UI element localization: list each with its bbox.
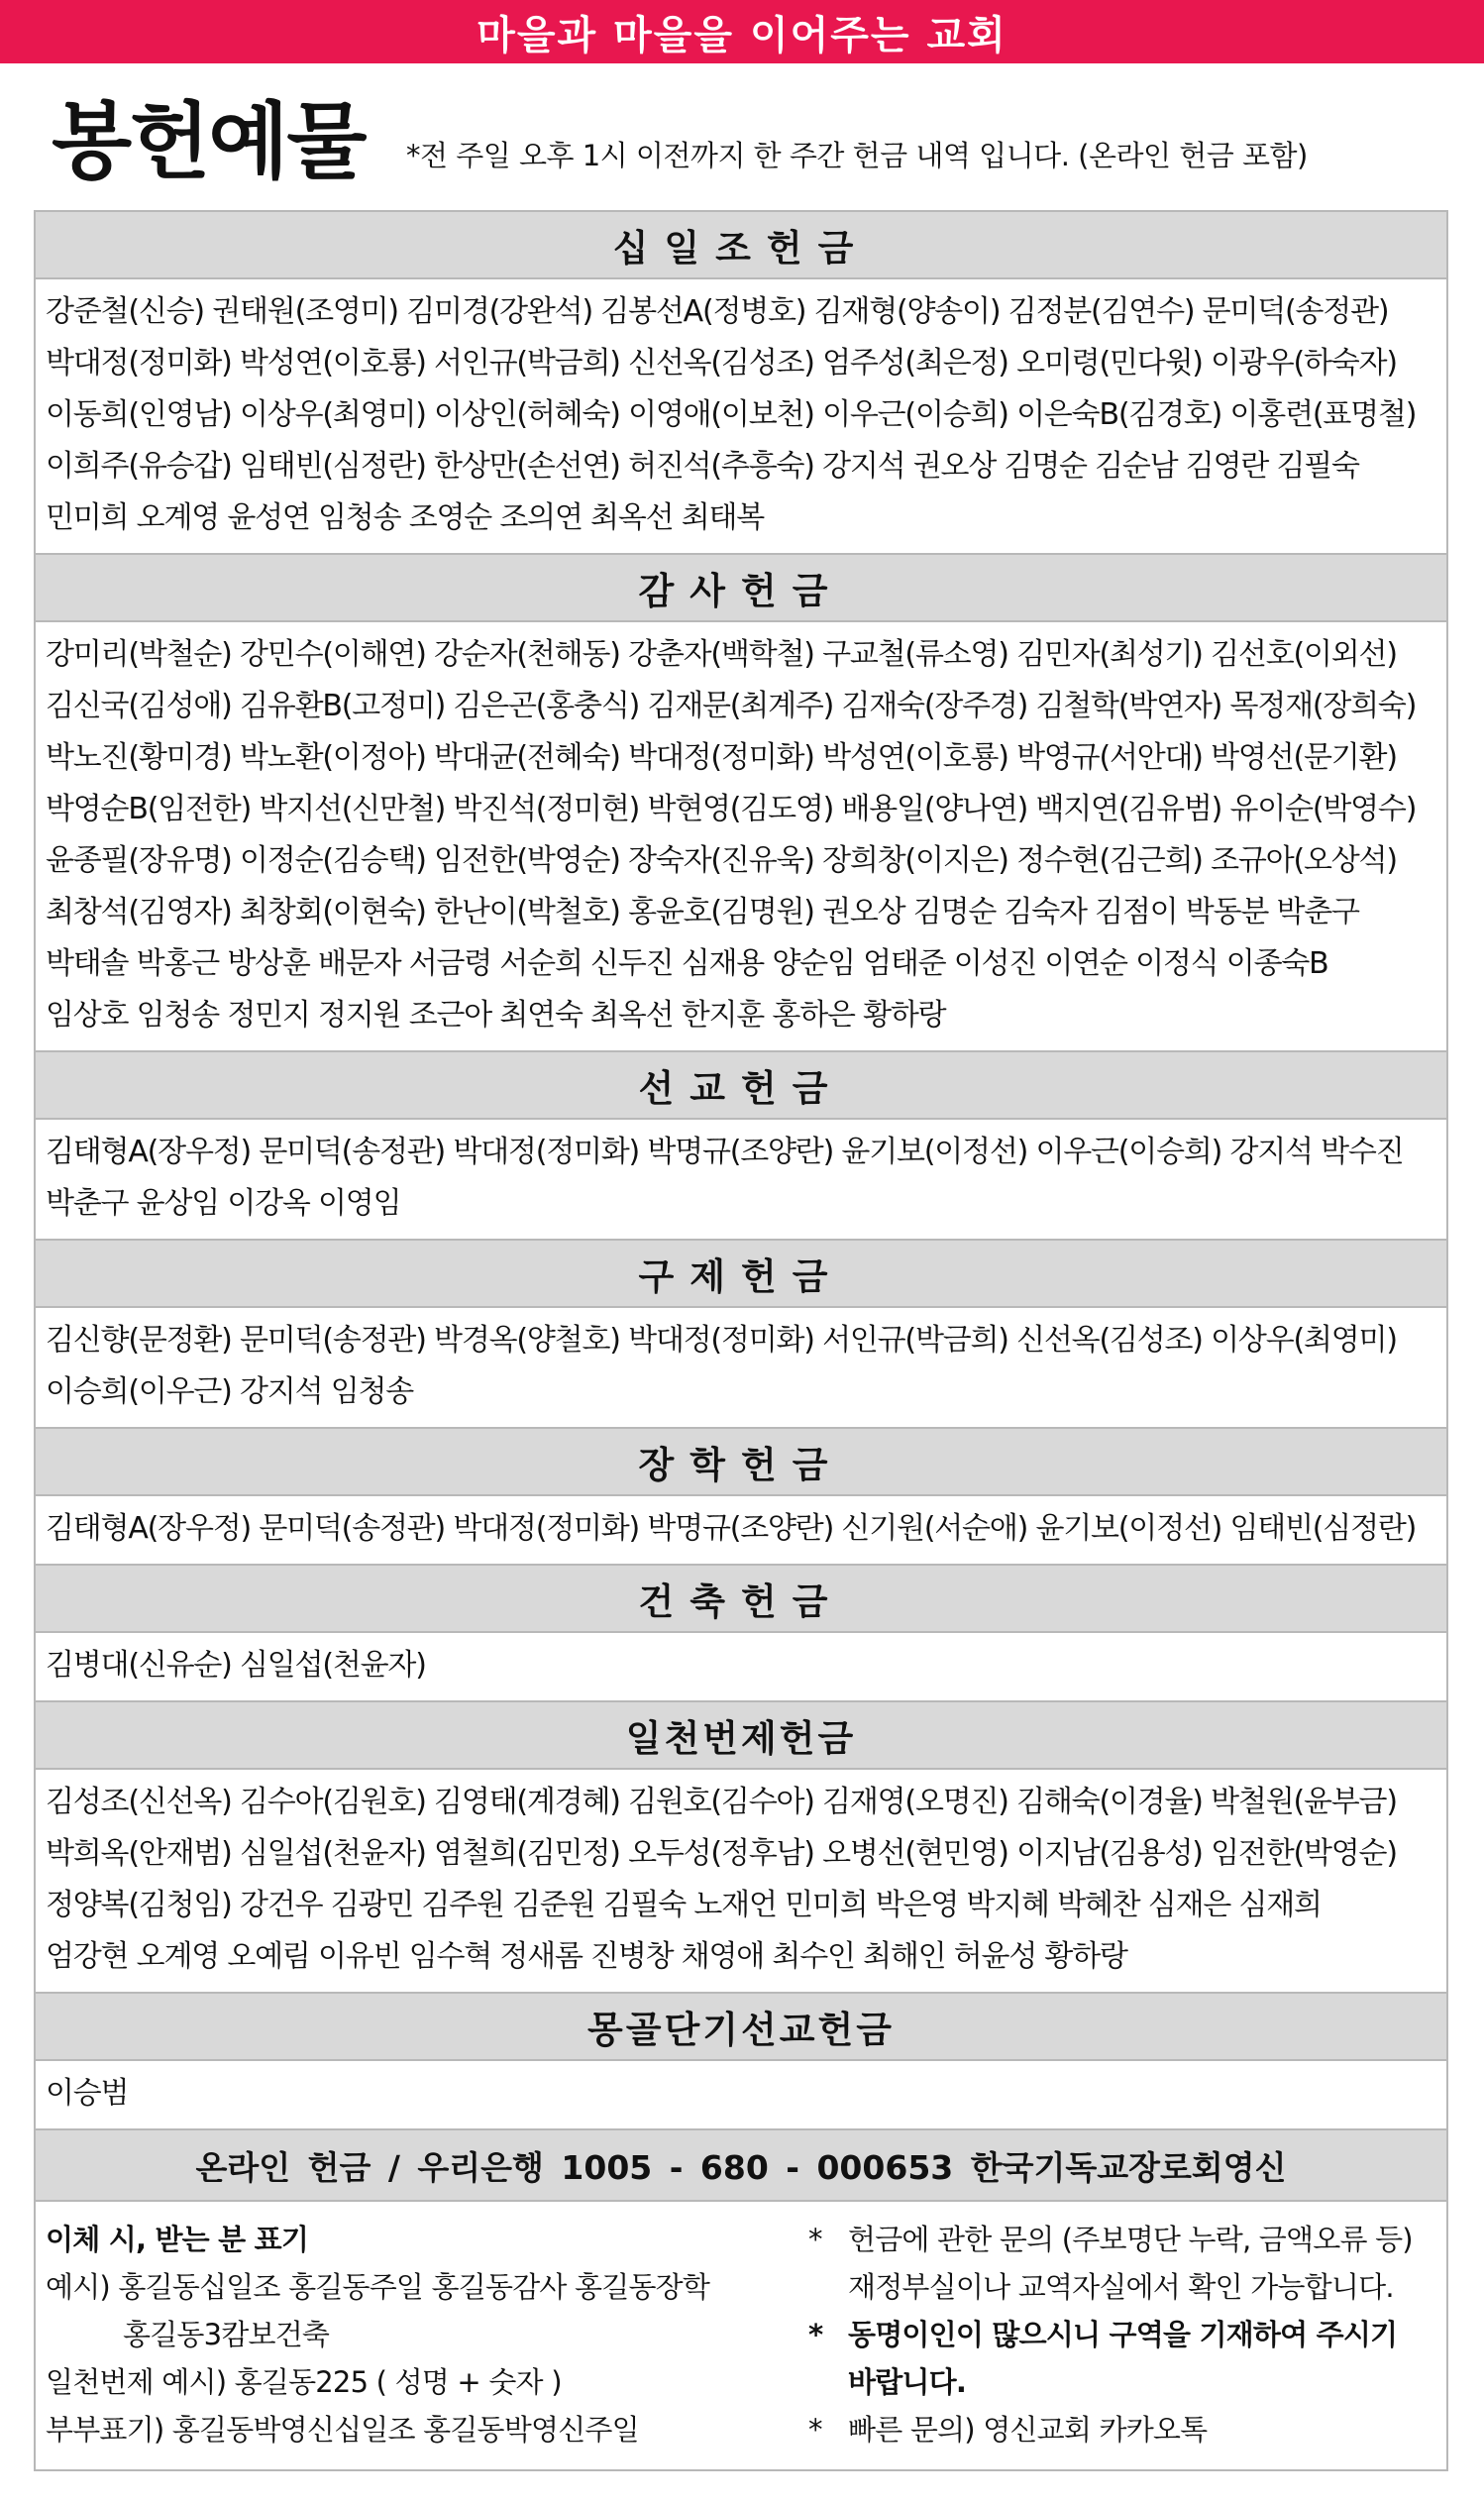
- section-heading: 몽골단기선교헌금: [36, 1994, 1446, 2061]
- page-title: 봉헌예물: [52, 93, 366, 190]
- transfer-example-2: 일천번제 예시) 홍길동225 ( 성명 + 숫자 ): [46, 2365, 562, 2399]
- inquiry-note-2-text: 동명이인이 많으시니 구역을 기재하여 주시기: [848, 2318, 1398, 2351]
- online-account-bar: 온라인 헌금 / 우리은행 1005 - 680 - 000653 한국기독교장로회영신: [36, 2130, 1446, 2202]
- transfer-notes: [36, 2202, 1446, 2469]
- donor-line: 이희주(유승갑) 임태빈(심정란) 한상만(손선연) 허진석(추흥숙) 강지석 권오상 김명순 김순남 김영란 김필숙: [46, 449, 1359, 484]
- section-donor-list: [36, 1308, 1446, 1429]
- page-note: *전 주일 오후 1시 이전까지 한 주간 헌금 내역 입니다. (온라인 헌금 포함): [406, 139, 1308, 172]
- section-donor-list: [36, 2061, 1446, 2130]
- donor-line: 김신향(문정환) 문미덕(송정관) 박경옥(양철호) 박대정(정미화) 서인규(박금희) 신선옥(김성조) 이상우(최영미): [46, 1323, 1397, 1358]
- section-heading: 구제헌금: [36, 1241, 1446, 1308]
- section-heading: 선교헌금: [36, 1052, 1446, 1120]
- donor-line: 임상호 임청송 정민지 정지원 조근아 최연숙 최옥선 한지훈 홍하은 황하랑: [46, 998, 946, 1033]
- inquiry-note-2-cont: [808, 2358, 1436, 2406]
- donor-line: 박노진(황미경) 박노환(이정아) 박대균(전혜숙) 박대정(정미화) 박성연(이호룡) 박영규(서안대) 박영선(문기환): [46, 740, 1397, 775]
- section-heading: 감사헌금: [36, 555, 1446, 622]
- top-banner: 마을과 마을을 이어주는 교회: [0, 0, 1484, 63]
- inquiry-notes: [808, 2216, 1436, 2453]
- donor-line: 김태형A(장우정) 문미덕(송정관) 박대정(정미화) 박명규(조양란) 윤기보(이정선) 이우근(이승희) 강지석 박수진: [46, 1135, 1404, 1169]
- section-heading: 건축헌금: [36, 1566, 1446, 1633]
- donor-line: 김신국(김성애) 김유환B(고정미) 김은곤(홍충식) 김재문(최계주) 김재숙(장주경) 김철학(박연자) 목정재(장희숙): [46, 689, 1417, 723]
- asterisk: *: [808, 2223, 822, 2256]
- section-donor-list: [36, 279, 1446, 555]
- inquiry-note-3-text: 빠른 문의) 영신교회 카카오톡: [848, 2413, 1208, 2447]
- donor-line: 최창석(김영자) 최창회(이현숙) 한난이(박철호) 홍윤호(김명원) 권오상 김명순 김숙자 김점이 박동분 박춘구: [46, 895, 1359, 929]
- section-donor-list: [36, 622, 1446, 1052]
- section-heading: 십일조헌금: [36, 212, 1446, 279]
- donor-line: 민미희 오계영 윤성연 임청송 조영순 조의연 최옥선 최태복: [46, 500, 765, 535]
- asterisk: *: [808, 2413, 822, 2447]
- donor-line: 이승범: [46, 2076, 129, 2111]
- inquiry-note-2-text-cont: 바랍니다.: [848, 2365, 967, 2399]
- transfer-guide: [46, 2216, 808, 2453]
- donor-line: 이승희(이우근) 강지석 임청송: [46, 1374, 414, 1409]
- transfer-example-1-cont: 홍길동3캄보건축: [123, 2318, 330, 2351]
- section-donor-list: [36, 1496, 1446, 1566]
- donor-line: 강미리(박철순) 강민수(이해연) 강순자(천해동) 강춘자(백학철) 구교철(류소영) 김민자(최성기) 김선호(이외선): [46, 637, 1397, 672]
- inquiry-note-1-cont: [808, 2263, 1436, 2311]
- donor-line: 윤종필(장유명) 이정순(김승택) 임전한(박영순) 장숙자(진유욱) 장희창(이지은) 정수현(김근희) 조규아(오상석): [46, 843, 1397, 878]
- donor-line: 박대정(정미화) 박성연(이호룡) 서인규(박금희) 신선옥(김성조) 엄주성(최은정) 오미령(민다윗) 이광우(하숙자): [46, 346, 1397, 381]
- section-donor-list: [36, 1120, 1446, 1241]
- donor-line: 박희옥(안재범) 심일섭(천윤자) 염철희(김민정) 오두성(정후남) 오병선(현민영) 이지남(김용성) 임전한(박영순): [46, 1836, 1397, 1871]
- inquiry-note-3: [808, 2406, 1436, 2453]
- section-donor-list: [36, 1770, 1446, 1994]
- inquiry-note-2: [808, 2311, 1436, 2358]
- section-heading: 장학헌금: [36, 1429, 1446, 1496]
- donor-line: 정양복(김청임) 강건우 김광민 김주원 김준원 김필숙 노재언 민미희 박은영 박지혜 박혜찬 심재은 심재희: [46, 1888, 1322, 1922]
- donor-line: 박춘구 윤상임 이강옥 이영임: [46, 1186, 401, 1221]
- section-donor-list: [36, 1633, 1446, 1702]
- transfer-example-3: 부부표기) 홍길동박영신십일조 홍길동박영신주일: [46, 2413, 639, 2447]
- donor-line: 엄강현 오계영 오예림 이유빈 임수혁 정새롬 진병창 채영애 최수인 최해인 허윤성 황하랑: [46, 1939, 1127, 1974]
- donor-line: 강준철(신승) 권태원(조영미) 김미경(강완석) 김봉선A(정병호) 김재형(양송이) 김정분(김연수) 문미덕(송정관): [46, 294, 1389, 329]
- donor-line: 박태솔 박홍근 방상훈 배문자 서금령 서순희 신두진 심재용 양순임 엄태준 이성진 이연순 이정식 이종숙B: [46, 946, 1328, 981]
- donor-line: 김태형A(장우정) 문미덕(송정관) 박대정(정미화) 박명규(조양란) 신기원(서순애) 윤기보(이정선) 임태빈(심정란): [46, 1511, 1417, 1546]
- offering-sections: [36, 212, 1446, 2130]
- donor-line: 김병대(신유순) 심일섭(천윤자): [46, 1648, 426, 1683]
- inquiry-note-1: [808, 2216, 1436, 2263]
- donor-line: 김성조(신선옥) 김수아(김원호) 김영태(계경혜) 김원호(김수아) 김재영(오명진) 김해숙(이경율) 박철원(윤부금): [46, 1785, 1397, 1819]
- transfer-guide-heading: 이체 시, 받는 분 표기: [46, 2223, 309, 2256]
- offering-board: [34, 210, 1448, 2471]
- inquiry-note-1-text-cont: 재정부실이나 교역자실에서 확인 가능합니다.: [848, 2270, 1394, 2304]
- section-heading: 일천번제헌금: [36, 1702, 1446, 1770]
- transfer-example-1: 예시) 홍길동십일조 홍길동주일 홍길동감사 홍길동장학: [46, 2270, 710, 2304]
- inquiry-note-1-text: 헌금에 관한 문의 (주보명단 누락, 금액오류 등): [848, 2223, 1413, 2256]
- asterisk: *: [808, 2318, 823, 2351]
- donor-line: 박영순B(임전한) 박지선(신만철) 박진석(정미현) 박현영(김도영) 배용일(양나연) 백지연(김유범) 유이순(박영수): [46, 792, 1417, 826]
- donor-line: 이동희(인영남) 이상우(최영미) 이상인(허혜숙) 이영애(이보천) 이우근(이승희) 이은숙B(김경호) 이홍련(표명철): [46, 397, 1417, 432]
